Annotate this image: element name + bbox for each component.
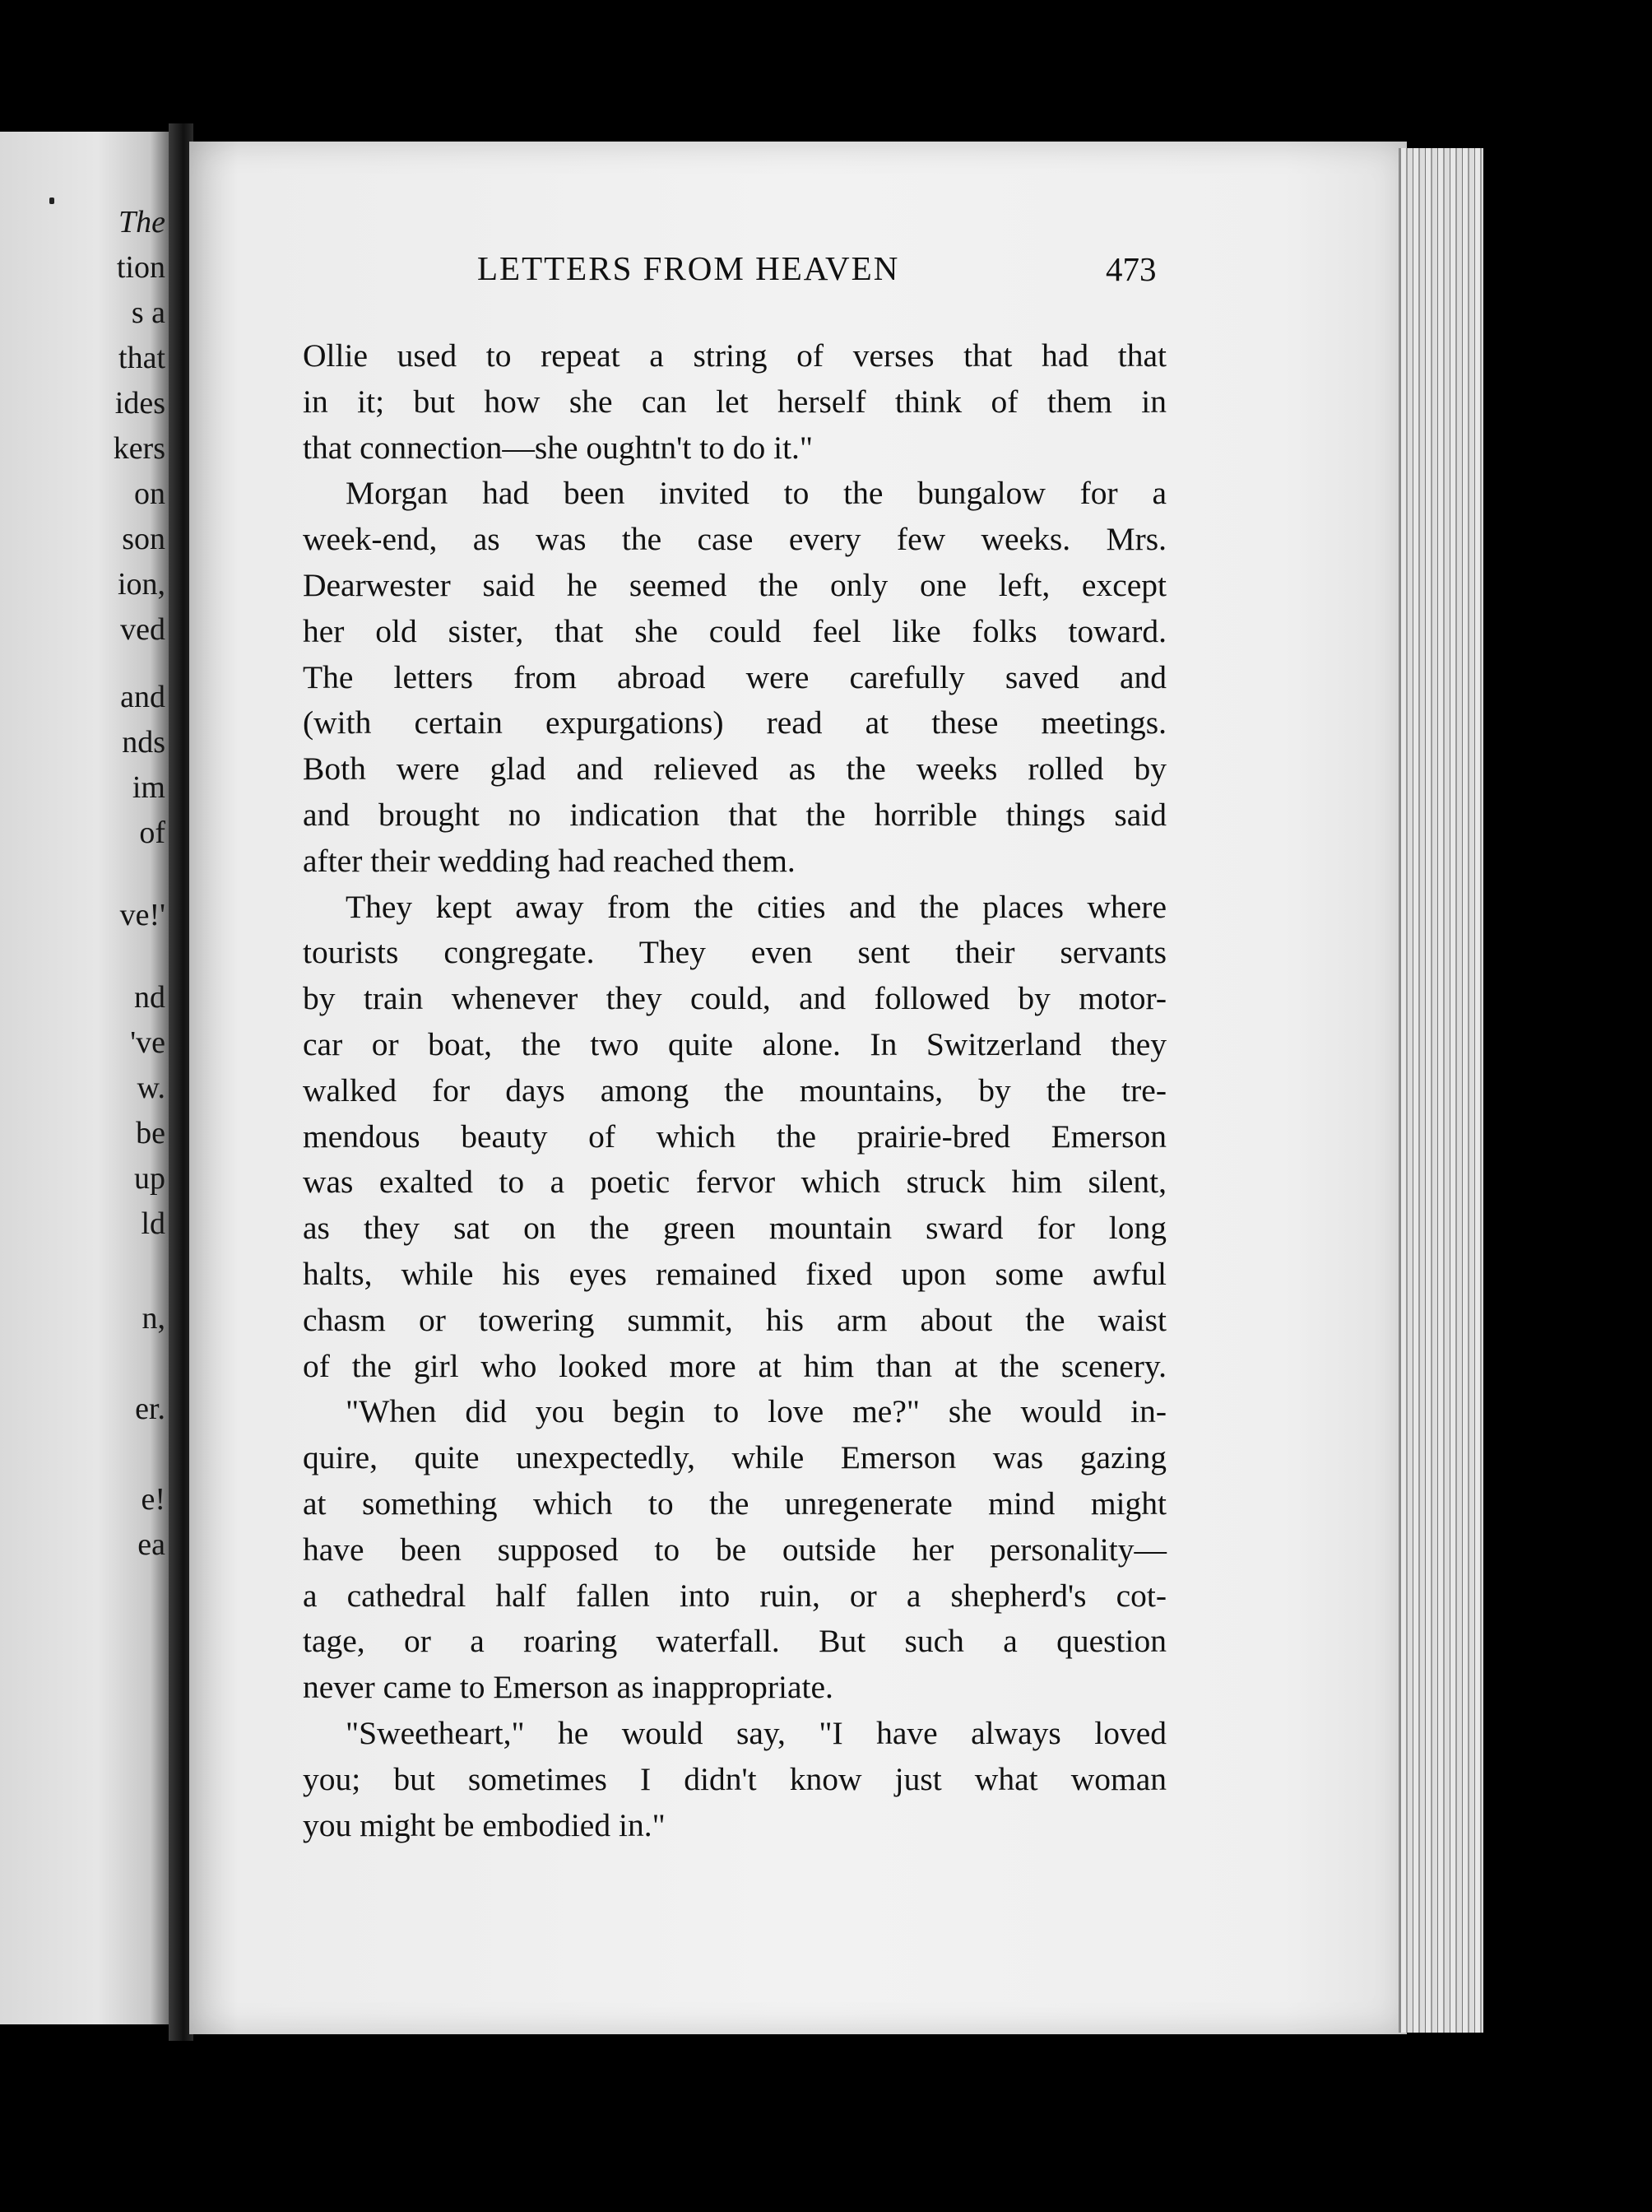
text-line: They kept away from the cities and the places where bbox=[346, 888, 1167, 925]
previous-page-fragment: im bbox=[132, 770, 165, 805]
text-line: you might be embodied in." bbox=[303, 1806, 666, 1843]
previous-page-fragment: s a bbox=[131, 295, 165, 330]
previous-page-fragment: and bbox=[120, 680, 165, 714]
text-line: and brought no indication that the horrible things said bbox=[303, 796, 1167, 833]
text-line: you; but sometimes I didn't know just what woman bbox=[303, 1760, 1167, 1797]
previous-page-fragment: son bbox=[122, 522, 165, 556]
text-line: car or boat, the two quite alone. In Switzerland they bbox=[303, 1025, 1167, 1062]
previous-page bbox=[0, 132, 177, 2024]
text-line: by train whenever they could, and followed by motor- bbox=[303, 980, 1167, 1017]
text-line: "When did you begin to love me?" she would in- bbox=[346, 1393, 1167, 1430]
previous-page-fragment: on bbox=[134, 476, 165, 511]
text-line: Dearwester said he seemed the only one left, except bbox=[303, 566, 1167, 603]
previous-page-fragment: 've bbox=[130, 1025, 165, 1060]
previous-page-fragment: nd bbox=[134, 980, 165, 1015]
text-line: week-end, as was the case every few weeks. Mrs. bbox=[303, 521, 1167, 558]
text-line: walked for days among the mountains, by the tre- bbox=[303, 1071, 1167, 1108]
previous-page-fragment: ld bbox=[141, 1206, 165, 1241]
previous-page-fragment: be bbox=[136, 1116, 165, 1150]
text-line: Ollie used to repeat a string of verses that had that bbox=[303, 337, 1167, 374]
previous-page-fragment: up bbox=[134, 1161, 165, 1196]
text-line: that connection—she oughtn't to do it." bbox=[303, 429, 814, 466]
previous-page-fragment: er. bbox=[135, 1392, 165, 1426]
text-line: quire, quite unexpectedly, while Emerson was gazing bbox=[303, 1439, 1167, 1476]
text-line: a cathedral half fallen into ruin, or a shepherd's cot- bbox=[303, 1577, 1167, 1614]
text-line: her old sister, that she could feel like folks toward. bbox=[303, 612, 1167, 649]
previous-page-fragment: ion, bbox=[117, 567, 165, 602]
previous-page-fragment: n, bbox=[142, 1301, 165, 1336]
running-head: LETTERS FROM HEAVEN bbox=[477, 249, 900, 287]
previous-page-fragment: w. bbox=[137, 1071, 165, 1105]
text-line: at something which to the unregenerate mind might bbox=[303, 1485, 1167, 1522]
previous-page-fragment: ides bbox=[114, 386, 165, 421]
previous-page-fragment: ea bbox=[137, 1527, 165, 1562]
page-edges bbox=[1399, 148, 1483, 2033]
text-line: in it; but how she can let herself think of them in bbox=[303, 383, 1167, 420]
previous-page-fragment: kers bbox=[113, 431, 165, 466]
text-line: The letters from abroad were carefully saved and bbox=[303, 658, 1167, 695]
ink-speck bbox=[49, 198, 54, 204]
text-line: never came to Emerson as inappropriate. bbox=[303, 1669, 833, 1706]
previous-page-fragment: nds bbox=[122, 725, 165, 760]
previous-page-fragment: ved bbox=[120, 612, 165, 647]
text-line: as they sat on the green mountain sward for long bbox=[303, 1210, 1167, 1247]
text-line: tage, or a roaring waterfall. But such a question bbox=[303, 1623, 1167, 1660]
text-line: mendous beauty of which the prairie-bred Emerson bbox=[303, 1118, 1167, 1155]
body-text bbox=[303, 333, 1167, 1848]
text-line: after their wedding had reached them. bbox=[303, 842, 796, 879]
text-line: Both were glad and relieved as the weeks rolled by bbox=[303, 750, 1167, 788]
text-line: "Sweetheart," he would say, "I have always loved bbox=[346, 1714, 1167, 1751]
previous-page-fragment: e! bbox=[141, 1482, 165, 1517]
text-line: chasm or towering summit, his arm about the waist bbox=[303, 1301, 1167, 1338]
previous-page-fragment: The bbox=[118, 205, 165, 239]
text-line: (with certain expurgations) read at these meetings. bbox=[303, 704, 1167, 741]
text-line: tourists congregate. They even sent their servants bbox=[303, 934, 1167, 971]
text-line: halts, while his eyes remained fixed upon some awful bbox=[303, 1255, 1167, 1292]
text-line: was exalted to a poetic fervor which struck him silent, bbox=[303, 1164, 1167, 1201]
previous-page-fragment: that bbox=[118, 341, 165, 375]
previous-page-fragment: tion bbox=[116, 250, 165, 285]
text-line: of the girl who looked more at him than at the scenery. bbox=[303, 1347, 1167, 1384]
page-number: 473 bbox=[1106, 250, 1157, 288]
previous-page-fragment: of bbox=[139, 816, 165, 850]
text-line: have been supposed to be outside her personality— bbox=[303, 1531, 1167, 1568]
previous-page-fragment: ve!' bbox=[119, 898, 165, 932]
text-line: Morgan had been invited to the bungalow for a bbox=[346, 475, 1167, 512]
